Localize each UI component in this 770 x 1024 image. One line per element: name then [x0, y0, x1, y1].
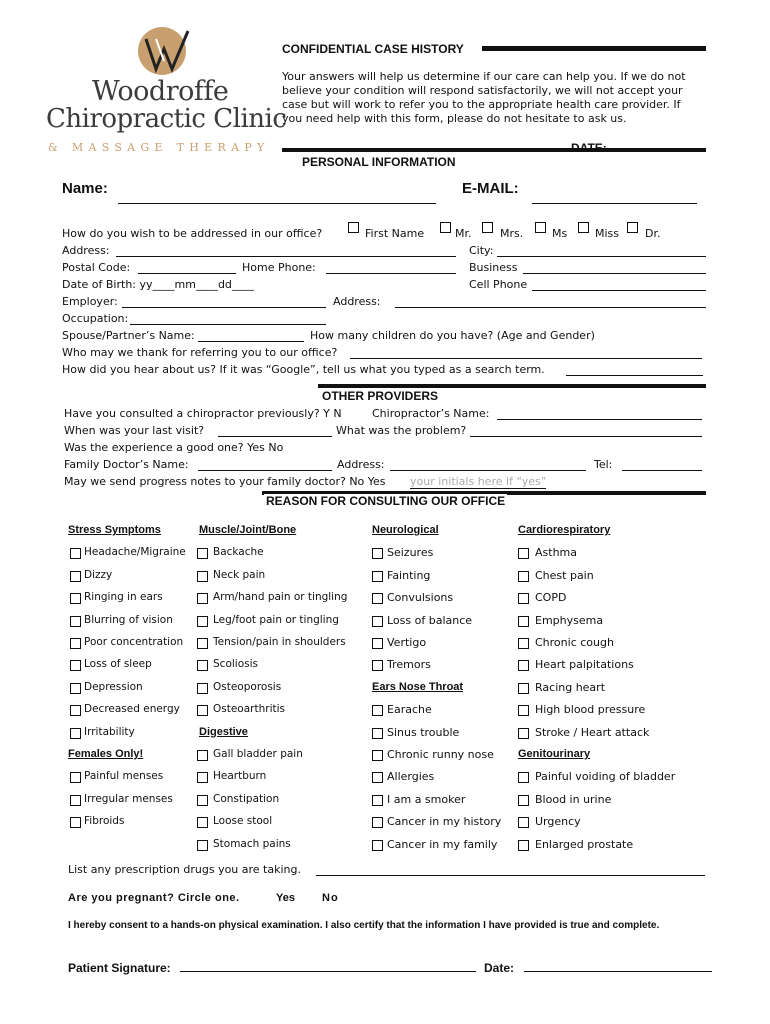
checkbox-osteoarthritis[interactable] — [197, 705, 208, 716]
checkbox-cancer-in-my-family[interactable] — [372, 840, 383, 851]
symptom-cancer-in-my-history: Cancer in my history — [387, 815, 502, 829]
logo-line1: Woodroffe — [92, 76, 229, 107]
symptom-asthma: Asthma — [535, 546, 577, 560]
checkbox-painful-menses[interactable] — [70, 772, 81, 783]
occupation-label: Occupation: — [62, 312, 129, 325]
checkbox-constipation[interactable] — [197, 795, 208, 806]
heading-genitourinary: Genitourinary — [518, 748, 591, 760]
checkbox-high-blood-pressure[interactable] — [518, 705, 529, 716]
employer-field[interactable] — [122, 307, 326, 308]
logo-line2: Chiropractic Clinic — [46, 104, 287, 134]
city-label: City: — [469, 244, 494, 257]
symptom-cancer-in-my-family: Cancer in my family — [387, 837, 498, 851]
checkbox-loose-stool[interactable] — [197, 817, 208, 828]
symptom-osteoarthritis: Osteoarthritis — [213, 703, 285, 716]
doc-address-label: Address: — [337, 458, 385, 471]
chiro-name-field[interactable] — [497, 419, 702, 420]
symptom-i-am-a-smoker: I am a smoker — [387, 792, 466, 806]
symptom-heart-palpitations: Heart palpitations — [535, 658, 634, 672]
symptom-osteoporosis: Osteoporosis — [213, 680, 282, 693]
symptom-headache-migraine: Headache/Migraine — [84, 546, 186, 559]
logo-line3: & MASSAGE THERAPY — [48, 141, 270, 154]
spouse-field[interactable] — [198, 341, 304, 342]
symptom-heartburn: Heartburn — [213, 770, 267, 783]
symptom-irregular-menses: Irregular menses — [84, 792, 173, 805]
symptom-painful-menses: Painful menses — [84, 770, 164, 783]
opt-dr: Dr. — [645, 227, 661, 240]
symptom-arm-hand-pain-or-tingling: Arm/hand pain or tingling — [213, 591, 348, 604]
opt-ms: Ms — [552, 227, 568, 240]
checkbox-scoliosis[interactable] — [197, 660, 208, 671]
hear-label: How did you hear about us? If it was “Google”, tell us what you typed as a search term. — [62, 363, 545, 376]
symptom-painful-voiding-of-bladder: Painful voiding of bladder — [535, 770, 676, 784]
checkbox-blurring-of-vision[interactable] — [70, 616, 81, 627]
spouse-label: Spouse/Partner’s Name: — [62, 329, 195, 342]
checkbox-allergies[interactable] — [372, 772, 383, 783]
symptom-emphysema: Emphysema — [535, 613, 604, 627]
checkbox-fainting[interactable] — [372, 571, 383, 582]
heading-stress-symptoms: Stress Symptoms — [68, 524, 161, 536]
checkbox-ms[interactable] — [535, 222, 546, 233]
checkbox-mrs[interactable] — [482, 222, 493, 233]
symptom-chest-pain: Chest pain — [535, 568, 594, 582]
symptom-irritability: Irritability — [84, 725, 135, 738]
checkbox-irregular-menses[interactable] — [70, 795, 81, 806]
checkbox-depression[interactable] — [70, 683, 81, 694]
opt-first-name: First Name — [365, 227, 425, 240]
symptom-constipation: Constipation — [213, 792, 280, 805]
checkbox-leg-foot-pain-or-tingling[interactable] — [197, 616, 208, 627]
checkbox-gall-bladder-pain[interactable] — [197, 750, 208, 761]
chiro-question: Have you consulted a chiropractor previously? Y N — [64, 407, 342, 420]
checkbox-tremors[interactable] — [372, 660, 383, 671]
tel-label: Tel: — [594, 458, 613, 471]
family-doc-label: Family Doctor’s Name: — [64, 458, 189, 471]
opt-mr: Mr. — [455, 227, 472, 240]
symptom-gall-bladder-pain: Gall bladder pain — [213, 748, 303, 760]
checkbox-racing-heart[interactable] — [518, 683, 529, 694]
business-label: Business — [469, 261, 518, 274]
checkbox-vertigo[interactable] — [372, 638, 383, 649]
checkbox-blood-in-urine[interactable] — [518, 795, 529, 806]
city-field[interactable] — [497, 256, 706, 257]
checkbox-seizures[interactable] — [372, 548, 383, 559]
header-rule — [282, 148, 706, 152]
address-field[interactable] — [116, 256, 456, 257]
heading-muscle-joint-bone: Muscle/Joint/Bone — [199, 524, 297, 536]
pregnant-question: Are you pregnant? Circle one. — [68, 892, 240, 904]
symptom-poor-concentration: Poor concentration — [84, 636, 184, 648]
symptom-fibroids: Fibroids — [84, 815, 125, 828]
pregnant-yes[interactable]: Yes — [276, 892, 295, 904]
signature-label: Patient Signature: — [68, 961, 171, 975]
checkbox-painful-voiding-of-bladder[interactable] — [518, 772, 529, 783]
checkbox-sinus-trouble[interactable] — [372, 728, 383, 739]
symptom-scoliosis: Scoliosis — [213, 658, 258, 671]
signature-date-field[interactable] — [524, 971, 712, 972]
checkbox-stomach-pains[interactable] — [197, 840, 208, 851]
address-label: Address: — [62, 244, 110, 257]
symptom-backache: Backache — [213, 546, 264, 559]
family-doc-field[interactable] — [198, 470, 332, 471]
symptom-chronic-runny-nose: Chronic runny nose — [387, 748, 494, 761]
symptom-loose-stool: Loose stool — [213, 815, 273, 828]
symptom-depression: Depression — [84, 680, 143, 693]
checkbox-headache-migraine[interactable] — [70, 548, 81, 559]
checkbox-urgency[interactable] — [518, 817, 529, 828]
symptom-blurring-of-vision: Blurring of vision — [84, 613, 173, 626]
checkbox-convulsions[interactable] — [372, 593, 383, 604]
checkbox-heartburn[interactable] — [197, 772, 208, 783]
checkbox-chronic-cough[interactable] — [518, 638, 529, 649]
employer-address-label: Address: — [333, 295, 381, 308]
signature-field[interactable] — [180, 971, 476, 972]
symptom-dizzy: Dizzy — [84, 568, 113, 581]
checkbox-enlarged-prostate[interactable] — [518, 840, 529, 851]
symptom-ringing-in-ears: Ringing in ears — [84, 591, 163, 604]
symptom-racing-heart: Racing heart — [535, 680, 606, 694]
symptom-copd: COPD — [535, 591, 567, 605]
tel-field[interactable] — [622, 470, 702, 471]
checkbox-copd[interactable] — [518, 593, 529, 604]
initials-field[interactable]: your initials here if “yes” — [410, 475, 547, 488]
checkbox-emphysema[interactable] — [518, 616, 529, 627]
email-field[interactable] — [532, 203, 697, 204]
checkbox-first-name[interactable] — [348, 222, 359, 233]
drugs-label: List any prescription drugs you are taking. — [68, 863, 301, 876]
name-label: Name: — [62, 180, 108, 197]
postal-field[interactable] — [138, 273, 236, 274]
checkbox-loss-of-sleep[interactable] — [70, 660, 81, 671]
checkbox-asthma[interactable] — [518, 548, 529, 559]
symptom-vertigo: Vertigo — [387, 636, 427, 649]
addressed-question: How do you wish to be addressed in our office? — [62, 227, 323, 240]
employer-label: Employer: — [62, 295, 118, 308]
section-reason: REASON FOR CONSULTING OUR OFFICE — [266, 494, 506, 508]
checkbox-dr[interactable] — [627, 222, 638, 233]
section-providers: OTHER PROVIDERS — [322, 389, 439, 403]
intro-text: Your answers will help us determine if our care can help you. If we do not believe your condition will respond satisfactorily, we will not accept your case but will work to refer you to the appropriate health care provider. If you need help with this form, please do not hesitate to ask us. — [282, 70, 686, 125]
checkbox-neck-pain[interactable] — [197, 571, 208, 582]
checkbox-earache[interactable] — [372, 705, 383, 716]
experience-label: Was the experience a good one? Yes No — [64, 441, 284, 454]
checkbox-mr[interactable] — [440, 222, 451, 233]
logo-mark-icon — [132, 25, 204, 77]
symptom-stomach-pains: Stomach pains — [213, 837, 291, 850]
signature-date-label: Date: — [484, 961, 515, 975]
checkbox-chest-pain[interactable] — [518, 571, 529, 582]
employer-address-field[interactable] — [395, 307, 706, 308]
children-label: How many children do you have? (Age and Gender) — [310, 329, 595, 342]
heading-digestive: Digestive — [199, 725, 248, 738]
consent-text: I hereby consent to a hands-on physical examination. I also certify that the information I have provided is true and complete. — [68, 920, 660, 931]
name-field[interactable] — [118, 203, 436, 204]
chiro-name-label: Chiropractor’s Name: — [372, 407, 490, 420]
business-field[interactable] — [523, 273, 706, 274]
drugs-field[interactable] — [316, 875, 705, 876]
home-phone-label: Home Phone: — [242, 261, 316, 274]
checkbox-ringing-in-ears[interactable] — [70, 593, 81, 604]
symptom-tremors: Tremors — [387, 658, 431, 672]
email-label: E-MAIL: — [462, 180, 519, 197]
pregnant-no[interactable]: No — [322, 892, 339, 904]
form-title: CONFIDENTIAL CASE HISTORY — [282, 42, 464, 56]
checkbox-chronic-runny-nose[interactable] — [372, 750, 383, 761]
checkbox-dizzy[interactable] — [70, 571, 81, 582]
problem-label: What was the problem? — [336, 424, 467, 437]
symptom-high-blood-pressure: High blood pressure — [535, 703, 646, 717]
title-rule — [482, 46, 706, 51]
home-phone-field[interactable] — [326, 273, 456, 274]
providers-rule — [318, 384, 706, 388]
symptom-blood-in-urine: Blood in urine — [535, 792, 612, 806]
symptom-loss-of-balance: Loss of balance — [387, 613, 473, 627]
symptom-allergies: Allergies — [387, 770, 435, 784]
doc-address-field[interactable] — [390, 470, 586, 471]
occupation-field[interactable] — [130, 324, 326, 325]
symptom-fainting: Fainting — [387, 568, 431, 582]
symptom-neck-pain: Neck pain — [213, 568, 266, 581]
dob-label: Date of Birth: yy____mm____dd____ — [62, 278, 254, 291]
last-visit-label: When was your last visit? — [64, 424, 205, 437]
checkbox-tension-pain-in-shoulders[interactable] — [197, 638, 208, 649]
symptom-leg-foot-pain-or-tingling: Leg/foot pain or tingling — [213, 613, 339, 626]
symptom-enlarged-prostate: Enlarged prostate — [535, 837, 634, 851]
opt-miss: Miss — [595, 227, 620, 240]
problem-field[interactable] — [470, 436, 702, 437]
hear-field[interactable] — [566, 375, 703, 376]
checkbox-fibroids[interactable] — [70, 817, 81, 828]
symptom-urgency: Urgency — [535, 815, 581, 829]
checkbox-heart-palpitations[interactable] — [518, 660, 529, 671]
heading-cardiorespiratory: Cardiorespiratory — [518, 524, 611, 536]
checkbox-miss[interactable] — [578, 222, 589, 233]
checkbox-loss-of-balance[interactable] — [372, 616, 383, 627]
heading-neurological: Neurological — [372, 524, 439, 536]
section-personal: PERSONAL INFORMATION — [302, 155, 456, 169]
heading-ears-nose-throat: Ears Nose Throat — [372, 680, 464, 693]
postal-label: Postal Code: — [62, 261, 131, 274]
symptom-decreased-energy: Decreased energy — [84, 703, 180, 716]
checkbox-arm-hand-pain-or-tingling[interactable] — [197, 593, 208, 604]
opt-mrs: Mrs. — [500, 227, 524, 240]
cell-field[interactable] — [532, 290, 706, 291]
last-visit-field[interactable] — [218, 436, 332, 437]
checkbox-i-am-a-smoker[interactable] — [372, 795, 383, 806]
progress-question: May we send progress notes to your family doctor? No Yes — [64, 475, 386, 488]
symptom-tension-pain-in-shoulders: Tension/pain in shoulders — [213, 636, 346, 648]
symptom-loss-of-sleep: Loss of sleep — [84, 658, 152, 671]
cell-label: Cell Phone — [469, 278, 528, 291]
checkbox-decreased-energy[interactable] — [70, 705, 81, 716]
checkbox-cancer-in-my-history[interactable] — [372, 817, 383, 828]
checkbox-irritability[interactable] — [70, 728, 81, 739]
checkbox-poor-concentration[interactable] — [70, 638, 81, 649]
heading-females-only: Females Only! — [68, 748, 144, 760]
symptom-stroke-heart-attack: Stroke / Heart attack — [535, 725, 650, 739]
symptom-sinus-trouble: Sinus trouble — [387, 725, 460, 739]
checkbox-osteoporosis[interactable] — [197, 683, 208, 694]
symptom-chronic-cough: Chronic cough — [535, 636, 614, 649]
symptom-earache: Earache — [387, 703, 432, 717]
symptom-convulsions: Convulsions — [387, 591, 454, 605]
checkbox-backache[interactable] — [197, 548, 208, 559]
referral-label: Who may we thank for referring you to our office? — [62, 346, 338, 359]
symptom-seizures: Seizures — [387, 546, 434, 560]
referral-field[interactable] — [350, 358, 702, 359]
checkbox-stroke-heart-attack[interactable] — [518, 728, 529, 739]
